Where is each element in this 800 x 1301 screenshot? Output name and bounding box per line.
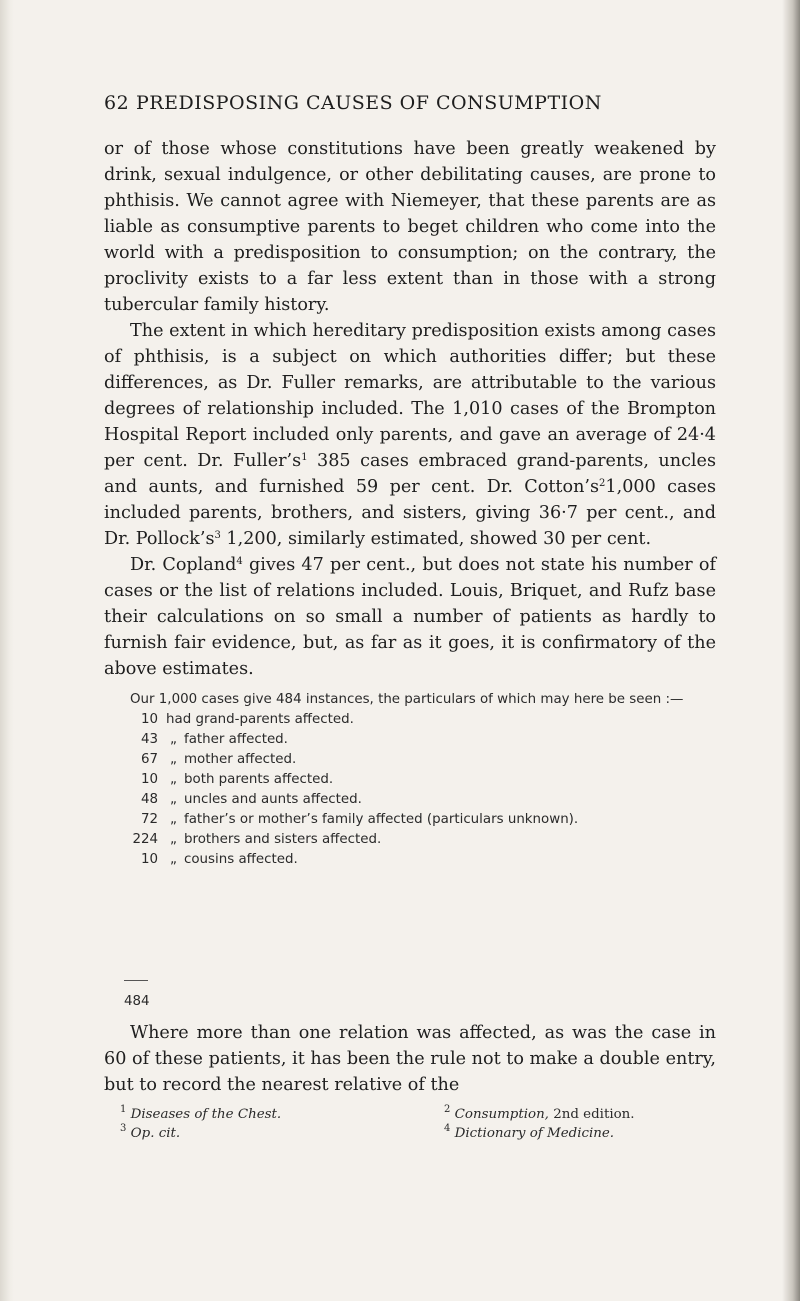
tally-intro: Our 1,000 cases give 484 instances, the particulars of which may here be seen :—	[130, 692, 684, 707]
footnote-ref-1: 1	[301, 452, 308, 463]
footnote-ref-3: 3	[214, 530, 221, 541]
paragraph-2: The extent in which hereditary predisposition exists among cases of phthisis, is a subject on which authorities differ; but these differences, as Dr. Fuller remarks, are attributable to the various degrees of relationship included. The 1,010 cases of the Brompton Hospital Report included only parents, and gave an average of 24·4 per cent. Dr. $Fuller’s^1$ 385 cases embraced grand-parents, uncles and aunts, and furnished 59 per cent. Dr. $Cotton’s^21,000$ cases included parents, brothers, and sisters, giving 36·7 per cent., and Dr. $Pollock’s^3$ 1,200, similarly estimated, showed 30 per cent.	[104, 321, 716, 549]
tally-row: 72 „ father’s or mother’s family affected (particulars unknown).	[104, 810, 716, 830]
tally-row: 43 „ father affected.	[104, 730, 716, 750]
footnote-3: $^3$ Op. cit.	[120, 1123, 181, 1141]
tally-row: 10 had grand-parents affected.	[140, 712, 354, 727]
footnote-1: $^1$ Diseases of the Chest.	[120, 1104, 282, 1122]
ditto-mark: „	[170, 852, 177, 867]
tally-list	[104, 710, 716, 870]
body-text	[104, 136, 716, 682]
closing-text	[104, 1020, 716, 1098]
page-edge-left	[0, 0, 14, 1301]
paragraph-1: or of those whose constitutions have been greatly weakened by drink, sexual indulgence, or other debilitating causes, are prone to phthisis. We cannot agree with Niemeyer, that these parents are as liable as consumptive parents to beget children who come into the world with a predisposition to consumption; on the contrary, the proclivity exists to a far less extent than in those with a strong tubercular family history.	[104, 139, 716, 315]
ditto-mark: „	[170, 772, 177, 787]
ditto-mark: „	[170, 792, 177, 807]
footnote-ref-4: 4	[236, 556, 243, 567]
total-rule	[124, 980, 148, 981]
paragraph-3: Dr. Copland$^4$ gives 47 per cent., but does not state his number of cases or the list of relations included. Louis, Briquet, and Rufz base their calculations on so small a number of patients as hardly to furnish fair evidence, but, as far as it goes, it is confirmatory of the above estimates.	[104, 555, 717, 679]
page-number: 62	[104, 92, 130, 114]
tally-block	[104, 690, 716, 870]
ditto-mark: „	[170, 812, 177, 827]
paragraph-4: Where more than one relation was affected, as was the case in 60 of these patients, it has been the rule not to make a double entry, but to record the nearest relative of the	[104, 1023, 716, 1095]
tally-row: 10 „ cousins affected.	[104, 850, 716, 870]
footnote-4: $^4$ Dictionary of Medicine.	[444, 1123, 615, 1141]
ditto-mark: „	[170, 732, 177, 747]
ditto-mark: „	[170, 832, 177, 847]
footnote-2: $^2$ Consumption, 2nd edition.	[444, 1104, 635, 1122]
tally-row: 224 „ brothers and sisters affected.	[104, 830, 716, 850]
tally-total: 484	[124, 994, 150, 1009]
tally-row: 10 „ both parents affected.	[104, 770, 716, 790]
tally-row: 48 „ uncles and aunts affected.	[104, 790, 716, 810]
footnote-ref-2: 2	[599, 478, 606, 489]
ditto-mark: „	[170, 752, 177, 767]
running-title: PREDISPOSING CAUSES OF CONSUMPTION	[136, 92, 602, 114]
tally-row: 67 „ mother affected.	[104, 750, 716, 770]
page-edge-right	[782, 0, 800, 1301]
